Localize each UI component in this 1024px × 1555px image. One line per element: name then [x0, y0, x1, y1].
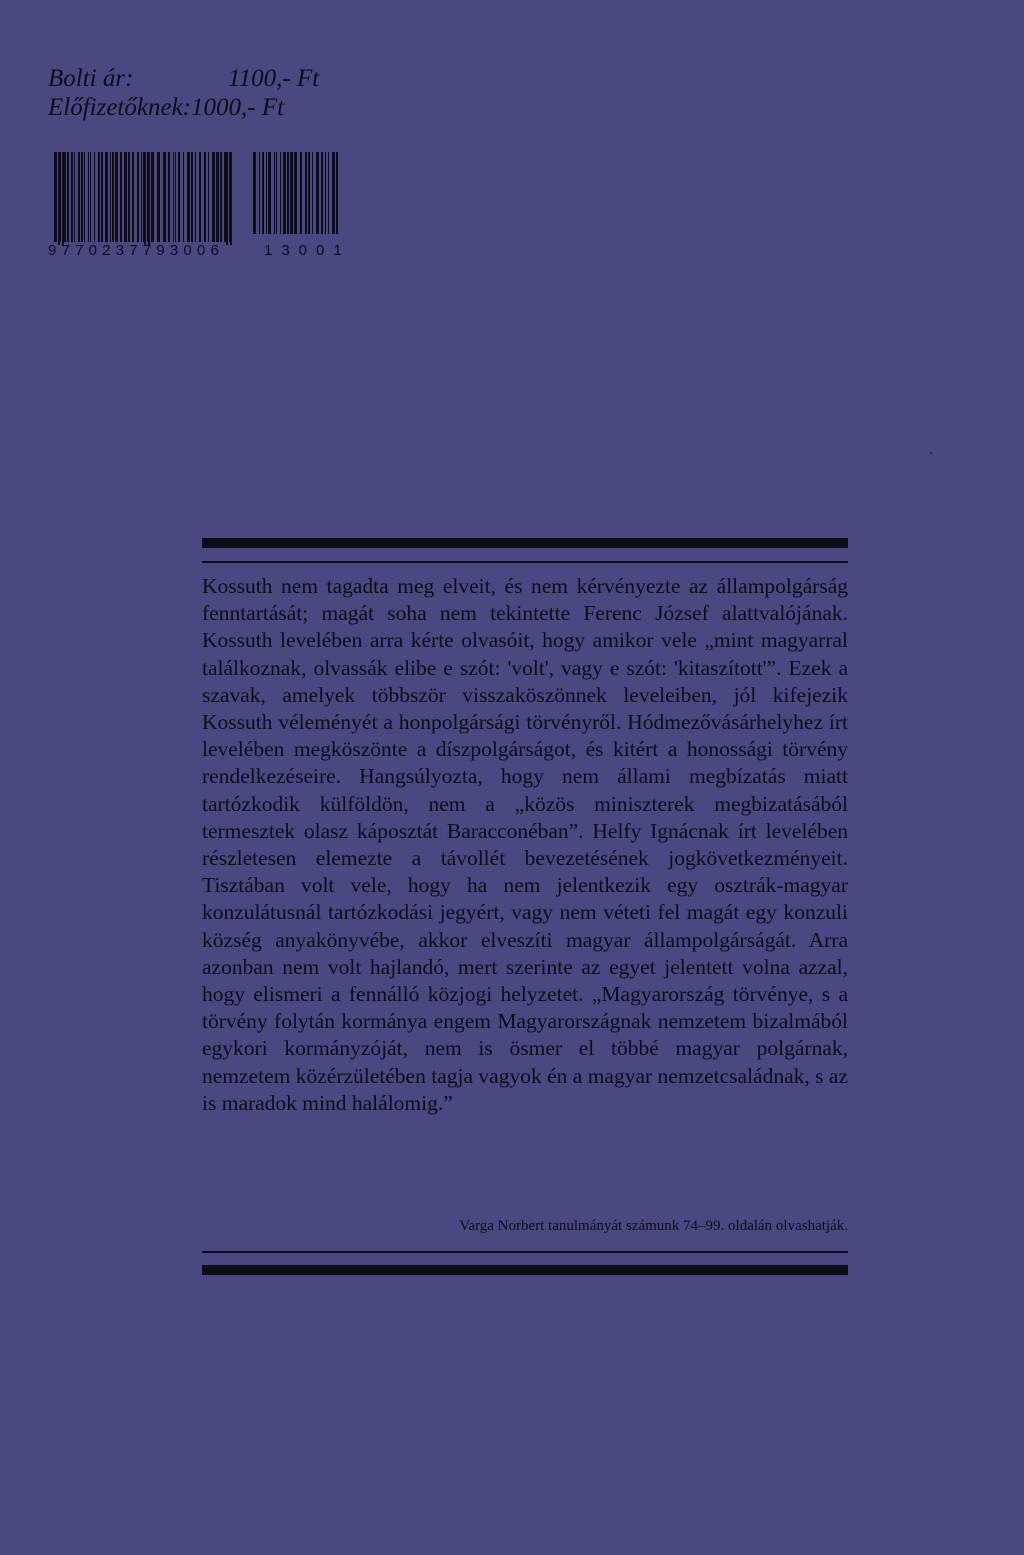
bottom-thin-rule	[202, 1251, 848, 1253]
retail-price-value: 1100,- Ft	[228, 65, 320, 92]
barcode	[48, 150, 351, 270]
article-body: Kossuth nem tagadta meg elveit, és nem kérvényezte az állampolgárság fenntartását; magát soha nem tekintette Ferenc József alattvalójának. Kossuth levelében arra kérte olvasóit, hogy amikor vele „mint magyarral találkoznak, olvassák elibe e szót: 'volt', vagy e szót: 'kitaszított'”. Ezek a szavak, amelyek többször visszaköszönnek leveleiben, jól kifejezik Kossuth véleményét a honpolgársági törvényről. Hódmezővásárhelyhez írt levelében megköszönte a díszpolgárságot, és kitért a honossági törvény rendelkezéseire. Hangsúlyozta, hogy nem állami megbízatás miatt tartózkodik külföldön, nem a „közös miniszterek megbizatásából termesztek olasz káposztát Baracconéban”. Helfy Ignácnak írt levelében részletesen elemezte a távollét bevezetésének jogkövetkezményeit. Tisztában volt vele, hogy ha nem jelentkezik egy osztrák-magyar konzulátusnál tartózkodási jegyért, vagy nem véteti fel magát egy konzuli község anyakönyvébe, akkor elveszíti magyar állampolgárságát. Arra azonban nem volt hajlandó, mert szerinte az egyet jelentett volna azzal, hogy elismeri a fennálló közjogi helyzetet. „Magyarország törvénye, s a törvény folytán kormánya engem Magyarországnak nemzetem bizalmából egykori kormányzóját, nem is ösmer el többé magyar polgárnak, nemzetem közérzületében tagja vagyok én a magyar nemzetcsaládnak, s az is maradok mind halálomig.”	[202, 574, 848, 1115]
subscriber-price-value: 1000,- Ft	[191, 94, 285, 121]
barcode-main-digits: 9770237793006	[48, 242, 225, 259]
retail-price-label: Bolti ár:	[48, 65, 134, 92]
print-speck	[930, 452, 932, 454]
barcode-bars-icon	[48, 150, 348, 245]
subscriber-price-label: Előfizetőknek:	[48, 94, 191, 121]
retail-price-row	[48, 64, 319, 93]
top-thick-rule	[202, 538, 848, 548]
bottom-thick-rule	[202, 1265, 848, 1275]
barcode-addon-digits: 13001	[264, 242, 351, 259]
top-thin-rule	[202, 561, 848, 563]
price-block	[48, 64, 319, 122]
subscriber-price-row	[48, 93, 319, 122]
article-footnote: Varga Norbert tanulmányát számunk 74–99. oldalán olvashatják.	[459, 1218, 848, 1234]
